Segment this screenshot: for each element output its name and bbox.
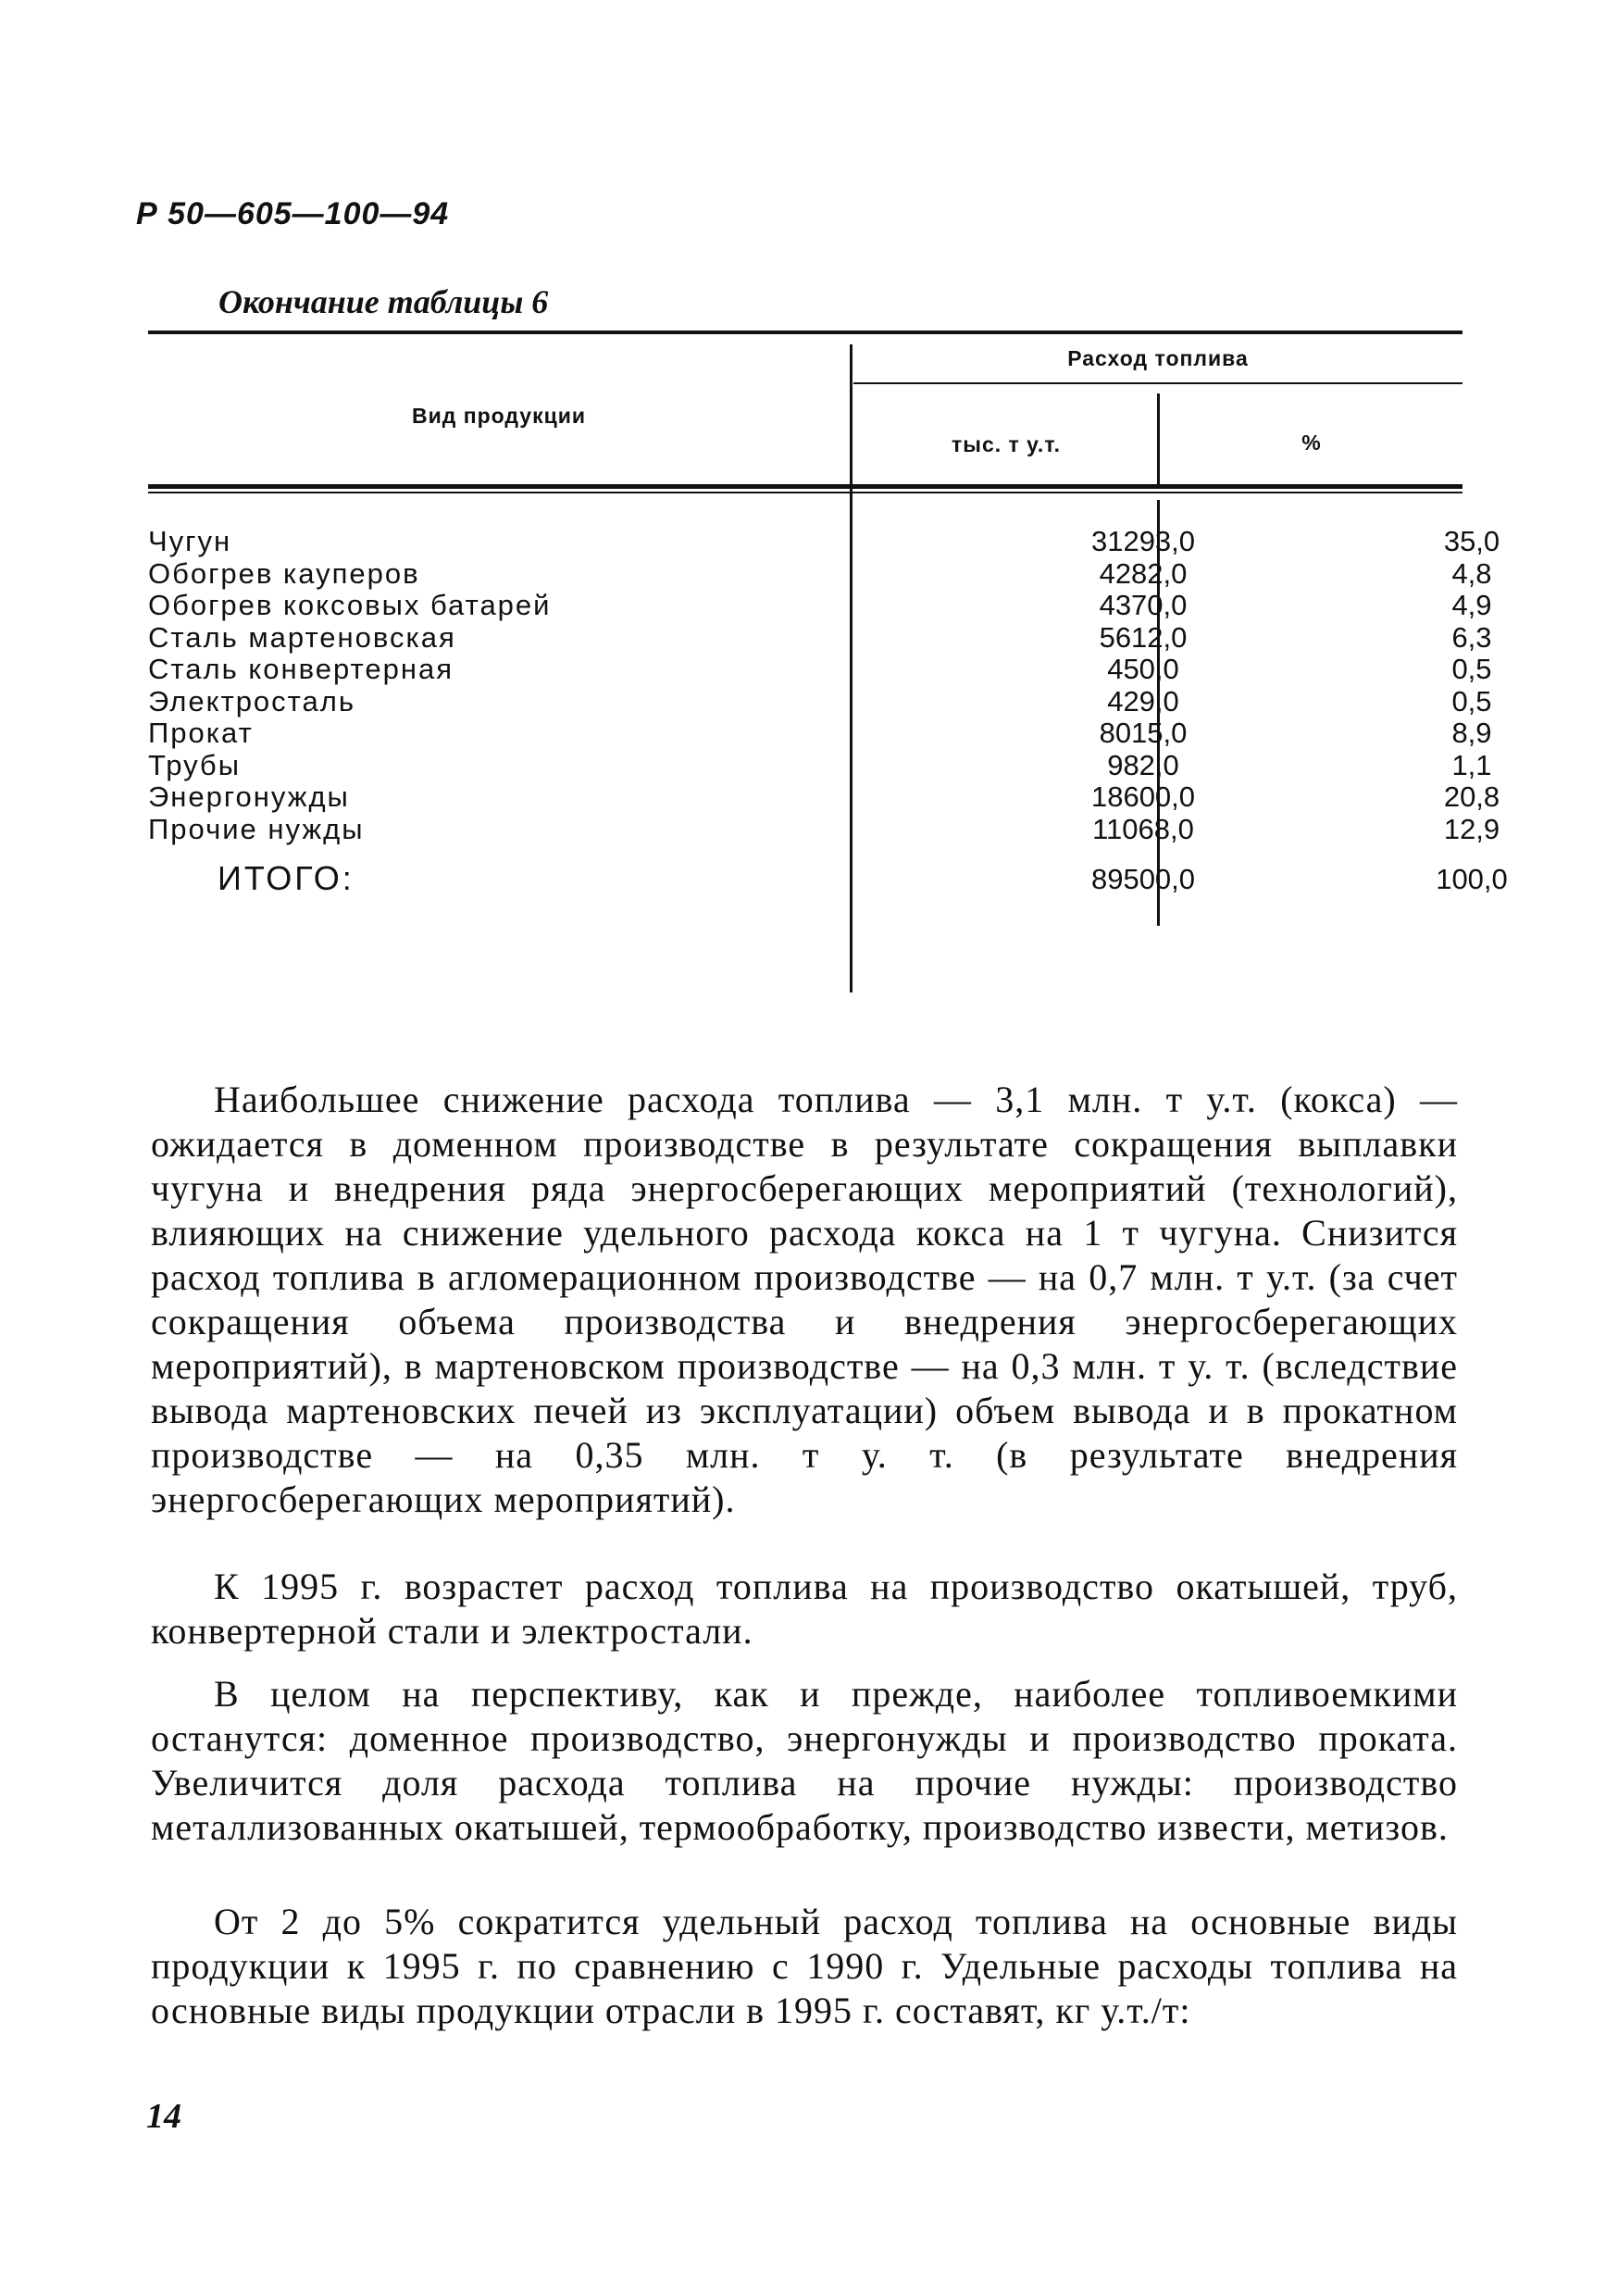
row-tut: 31293,0 (1090, 525, 1196, 557)
row-name: Прокат (148, 717, 254, 749)
row-name: Прочие нужды (148, 812, 365, 845)
paragraph-2-text: К 1995 г. возрастет расход топлива на производство окатышей, труб, конвертерной стали и электростали. (151, 1566, 1458, 1652)
row-name: Сталь конвертерная (148, 653, 454, 685)
row-tut: 450,0 (1107, 653, 1179, 685)
paragraph-3 (151, 1672, 1458, 1850)
total-label: ИТОГО: (218, 859, 355, 897)
row-name: Чугун (148, 525, 232, 557)
row-pct: 6,3 (1451, 620, 1492, 654)
row-tut: 11068,0 (1092, 812, 1194, 845)
row-name: Трубы (148, 748, 241, 781)
page-header: Р 50—605—100—94 (136, 196, 450, 231)
row-tut: 18600,0 (1090, 780, 1196, 813)
row-tut: 8015,0 (1099, 717, 1188, 749)
row-pct: 20,8 (1443, 780, 1500, 813)
table-row (148, 556, 1492, 591)
row-pct: 35,0 (1443, 525, 1500, 557)
row-pct: 8,9 (1451, 717, 1492, 749)
row-tut: 429,0 (1107, 684, 1179, 718)
table-row (148, 748, 1492, 782)
total-pct: 100,0 (1436, 863, 1508, 895)
table-header-rule-2 (148, 492, 1462, 493)
table-body (148, 525, 1500, 845)
row-name: Сталь мартеновская (148, 620, 456, 654)
table-top-rule (148, 331, 1462, 334)
table-row (148, 812, 1500, 846)
row-tut: 5612,0 (1099, 620, 1188, 654)
row-tut: 4282,0 (1099, 556, 1188, 590)
table-total-row (148, 859, 1508, 905)
paragraph-1 (151, 1078, 1458, 1522)
row-name: Обогрев коксовых батарей (148, 589, 552, 621)
page-number: 14 (146, 2097, 181, 2136)
column-header-tut: тыс. т у.т. (952, 432, 1061, 456)
column-header-group: Расход топлива (1067, 346, 1249, 370)
row-pct: 0,5 (1451, 653, 1492, 685)
table-row (148, 620, 1492, 655)
table-row (148, 717, 1492, 750)
row-name: Обогрев кауперов (148, 556, 420, 590)
paragraph-4-text: От 2 до 5% сократится удельный расход топлива на основные виды продукции к 1995 г. по сравнению с 1990 г. Удельные расходы топлива на основные виды продукции отрасли в 1995 г. составят, кг у.т./т: (151, 1901, 1458, 2031)
row-pct: 1,1 (1451, 748, 1492, 781)
total-tut: 89500,0 (1090, 863, 1196, 895)
table-caption: Окончание таблицы 6 (218, 283, 549, 320)
column-header-product: Вид продукции (411, 404, 587, 428)
row-pct: 12,9 (1443, 812, 1500, 845)
paragraph-2 (151, 1565, 1458, 1653)
table-header-rule (148, 484, 1462, 489)
group-underline (853, 382, 1462, 384)
table-row (148, 525, 1500, 558)
table-row (148, 684, 1492, 718)
row-pct: 0,5 (1451, 684, 1492, 718)
column-header-pct: % (1301, 430, 1322, 455)
paragraph-4 (151, 1900, 1458, 2033)
table-row (148, 653, 1492, 686)
row-tut: 4370,0 (1099, 589, 1188, 621)
row-pct: 4,8 (1451, 556, 1492, 590)
row-tut: 982,0 (1107, 748, 1179, 781)
row-name: Энергонужды (148, 780, 350, 813)
paragraph-3-text: В целом на перспективу, как и прежде, наиболее топливоемкими останутся: доменное производство, энергонужды и производство проката. Увеличится доля расхода топлива на прочие нужды: производство металлизованных окатышей, термообработку, производство извести, метизов. (151, 1673, 1458, 1848)
row-name: Электросталь (148, 684, 356, 718)
table-row (148, 780, 1500, 814)
paragraph-1-text: Наибольшее снижение расхода топлива — 3,1 млн. т у.т. (кокса) — ожидается в доменном производстве в результате сокращения выплавки чугуна и внедрения ряда энергосберегающих мероприятий (технологий), влияющих на снижение удельного расхода кокса на 1 т чугуна. Снизится расход топлива в агломерационном производстве — на 0,7 млн. т у.т. (за счет сокращения объема производства и внедрения энергосберегающих мероприятий), в мартеновском производстве — на 0,3 млн. т у. т. (вследствие вывода мартеновских печей из эксплуатации) объем вывода и в прокатном производстве — на 0,35 млн. т у. т. (в результате внедрения энергосберегающих мероприятий). (151, 1079, 1458, 1520)
row-pct: 4,9 (1451, 589, 1492, 621)
table-row (148, 589, 1492, 622)
